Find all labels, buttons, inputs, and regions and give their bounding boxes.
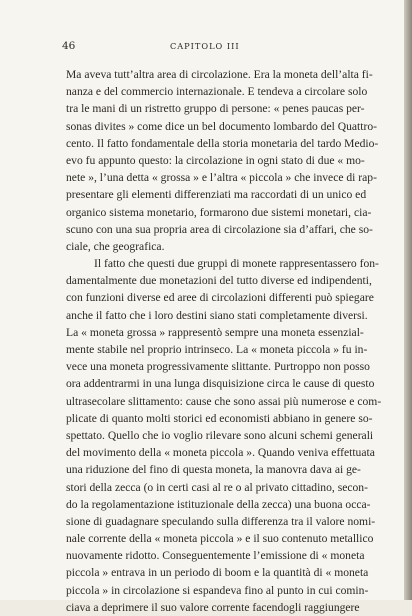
text-line: Il fatto che questi due gruppi di monete rappresentassero fon- [94,257,379,271]
text-line: nanza e del commercio internazionale. E tendeva a circolare solo [66,85,368,99]
text-line: sonas divites » come dice un bel documento lombardo del Quattro- [66,119,378,133]
text-line: evo fu appunto questo: la circolazione in ogni stato di due « mo- [66,153,365,167]
text-line: piccola » in circolazione si espandeva fino al punto in cui comin- [66,583,369,597]
body-text [66,66,382,616]
text-line: nale corrente della « moneta piccola » e il suo contenuto metallico [66,532,374,546]
text-line: La « moneta grossa » rappresentò sempre una moneta essenzial- [66,325,364,339]
text-line: damentalmente due monetazioni del tutto diverse ed indipendenti, [66,274,372,288]
text-line: ciava a deprimere il suo valore corrente facendogli raggiungere [66,600,360,614]
text-line: con funzioni diverse ed aree di circolazioni differenti può spiegare [66,291,374,305]
text-line: mente stabile nel proprio intrinseco. La « moneta piccola » fu in- [66,343,368,356]
text-line: nuovamente ridotto. Conseguentemente l’emissione di « moneta [66,549,365,563]
text-line: presentare gli elementi differenziati ma raccordati di un unico ed [66,188,367,202]
text-line: del movimento della « moneta piccola ». Quando veniva effettuata [66,446,375,460]
text-line: ciale, che geografica. [66,239,165,253]
text-line: scuno con una sua propria area di circolazione sia d’affari, che so- [66,222,373,236]
text-line: Ma aveva tutt’altra area di circolazione. Era la moneta dell’alta fi- [66,68,373,81]
text-line: stori della zecca (o in certi casi al re o al privato cittadino, secon- [66,480,368,494]
text-line: anche il fatto che i loro destini siano stati completamente diversi. [66,308,368,322]
text-line: cento. Il fatto fondamentale della storia monetaria del tardo Medio- [66,136,379,150]
text-line: vece una moneta progressivamente slittante. Purtroppo non posso [66,360,370,374]
text-line: una riduzione del fino di questa moneta, la manovra dava ai ge- [66,463,361,477]
page-number: 46 [62,40,76,52]
text-line: piccola » entrava in un periodo di boom e la quantità di « moneta [66,566,369,580]
text-line: plicate di quanto molti storici ed economisti abbiano in genere so- [66,411,373,425]
text-line: tra le mani di un ristretto gruppo di persone: « penes paucas per- [66,102,365,116]
text-line: do la regolamentazione istituzionale della zecca) una buona occa- [66,497,371,511]
chapter-title: CAPITOLO III [170,41,240,51]
running-head [62,40,362,56]
text-line: ultrasecolare slittamento: cause che sono assai più numerose e com- [66,394,382,408]
text-line: spettato. Quello che io voglio rilevare sono alcuni schemi generali [66,428,374,442]
text-line: organico sistema monetario, formarono due sistemi monetari, cia- [66,205,372,219]
page-edge-shadow [404,0,412,600]
text-line: sione di guadagnare speculando sulla differenza tra il valore nomi- [66,514,376,528]
text-line: nete », l’una detta « grossa » e l’altra « piccola » che invece di rap- [66,171,377,185]
text-line: ora addentrarmi in una lunga disquisizione circa le cause di questo [66,377,375,391]
